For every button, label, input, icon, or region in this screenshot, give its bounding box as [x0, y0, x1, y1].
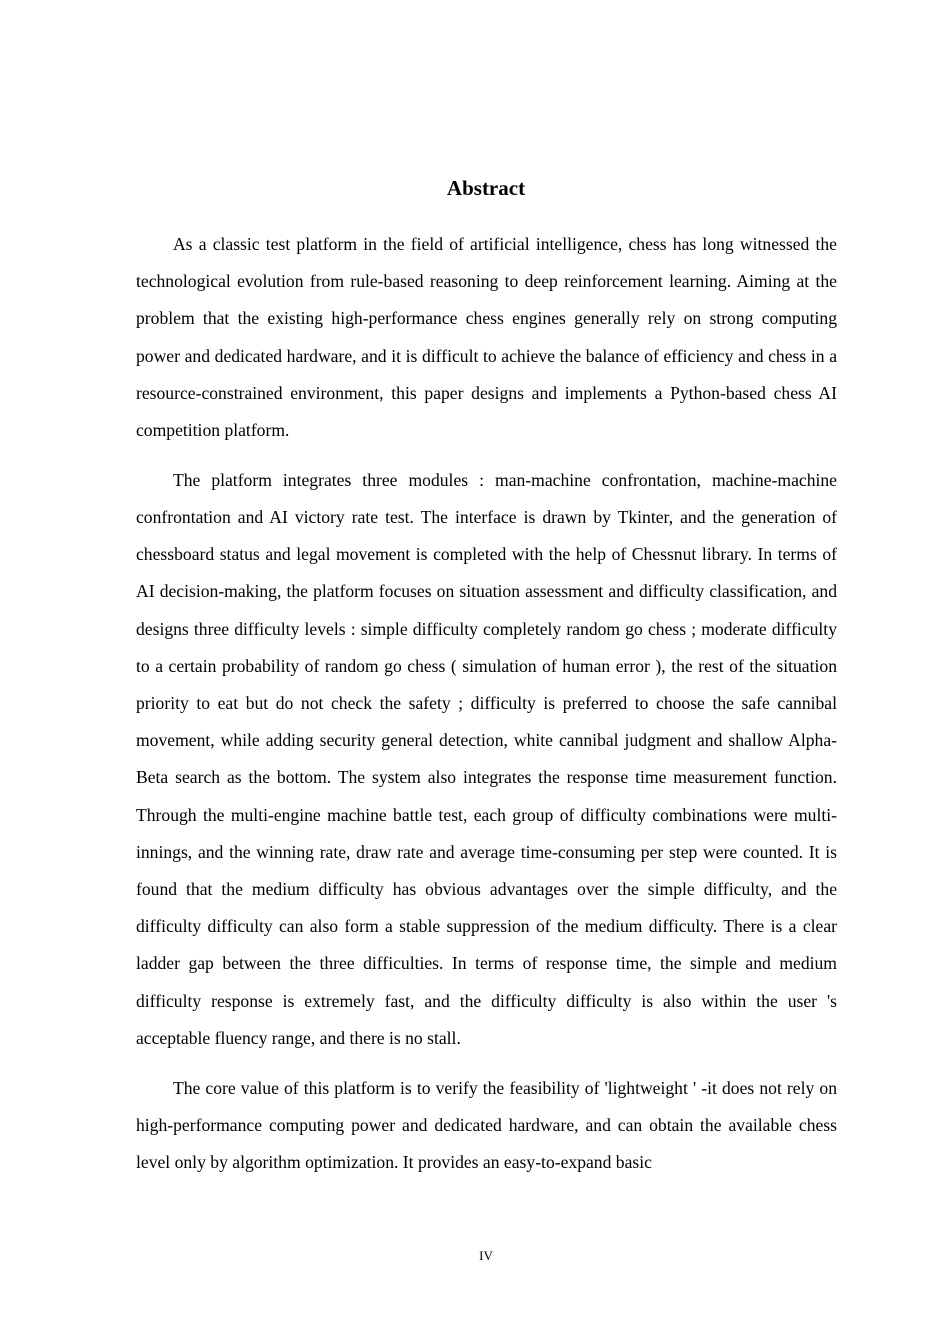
abstract-paragraph-1: As a classic test platform in the field of artificial intelligence, chess has long witnessed the technological evolution from rule-based reasoning to deep reinforcement learning. Aiming at the problem that the existing high-performance chess engines generally rely on strong computing power and dedicated hardware, and it is difficult to achieve the balance of efficiency and chess in a resource-constrained environment, this paper designs and implements a Python-based chess AI competition platform.: [136, 234, 837, 441]
abstract-paragraph-2: The platform integrates three modules : man-machine confrontation, machine-machine confrontation and AI victory rate test. The interface is drawn by Tkinter, and the generation of chessboard status and legal movement is completed with the help of Chessnut library. In terms of AI decision-making, the platform focuses on situation assessment and difficulty classification, and designs three difficulty levels : simple difficulty completely random go chess ; moderate difficulty to a certain probability of random go chess ( simulation of human error ), the rest of the situation priority to eat but do not check the safety ; difficulty is preferred to choose the safe cannibal movement, while adding security general detection, white cannibal judgment and shallow Alpha-Beta search as the bottom. The system also integrates the response time measurement function. Through the multi-engine machine battle test, each group of difficulty combinations were multi-innings, and the winning rate, draw rate and average time-consuming per step were counted. It is found that the medium difficulty has obvious advantages over the simple difficulty, and the difficulty difficulty can also form a stable suppression of the medium difficulty. There is a clear ladder gap between the three difficulties. In terms of response time, the simple and medium difficulty response is extremely fast, and the difficulty difficulty is also within the user 's acceptable fluency range, and there is no stall.: [136, 469, 837, 1048]
page-number: IV: [479, 1248, 493, 1263]
abstract-paragraph-3: The core value of this platform is to verify the feasibility of 'lightweight ' -it does not rely on high-performance computing power and dedicated hardware, and can obtain the available chess level only by algorithm optimization. It provides an easy-to-expand basic: [136, 1077, 837, 1173]
abstract-body: [136, 226, 837, 1194]
abstract-heading: Abstract: [446, 176, 526, 200]
